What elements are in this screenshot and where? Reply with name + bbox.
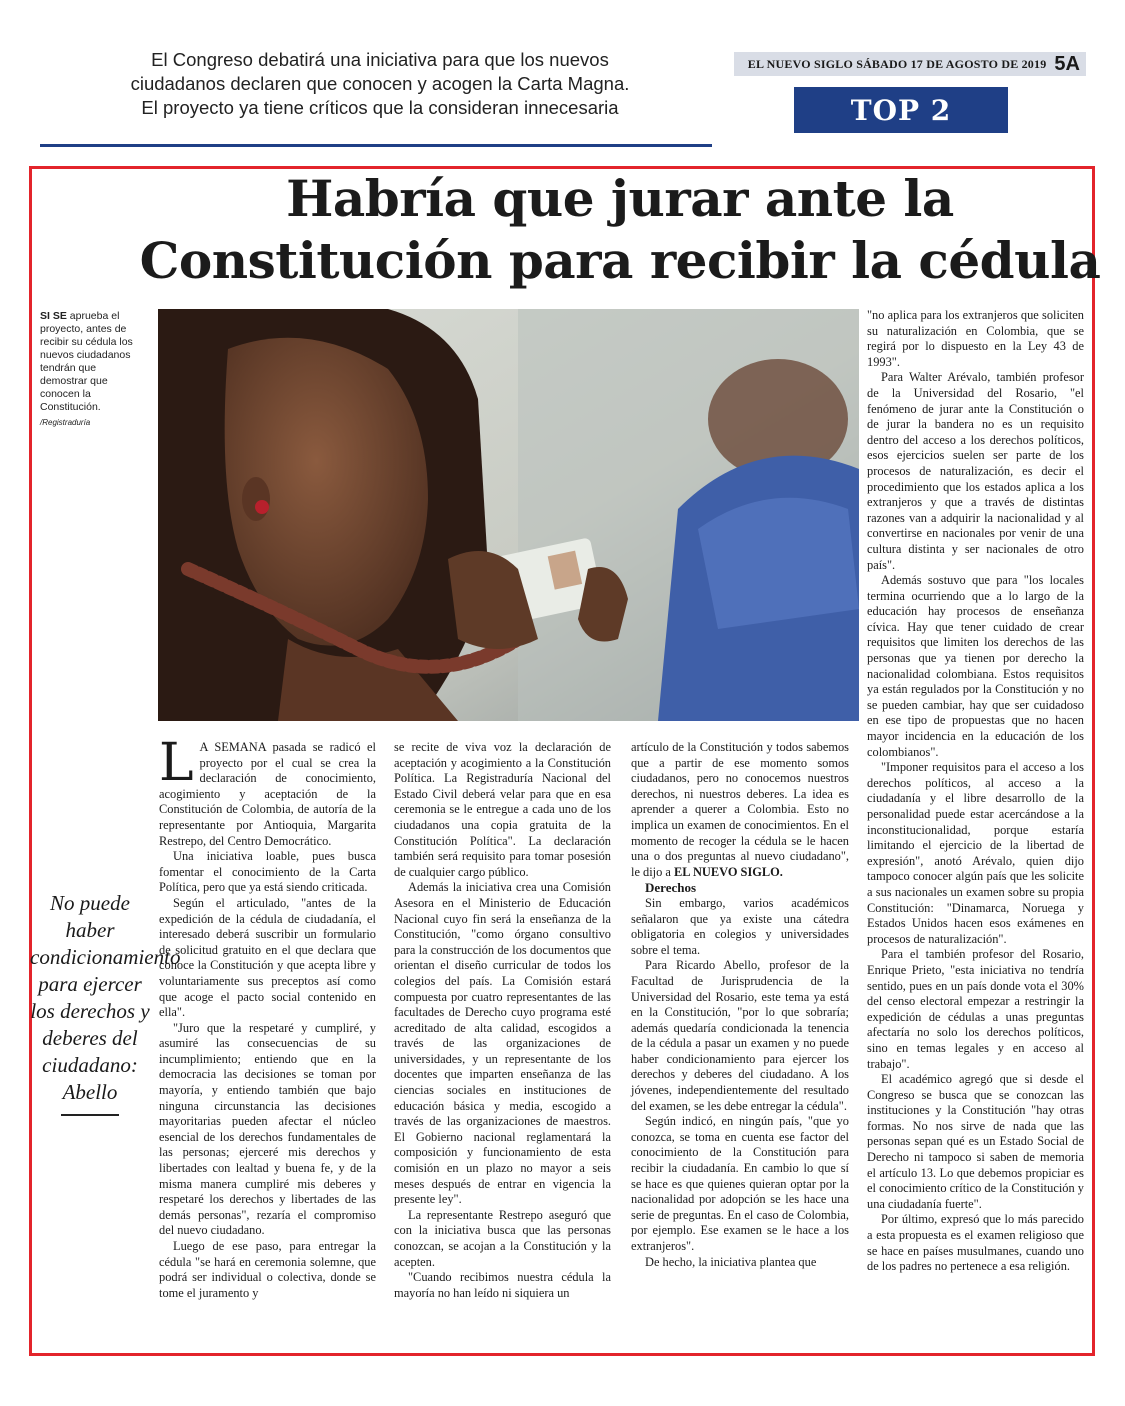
- page-number: 5A: [1054, 52, 1080, 75]
- paragraph: Para Walter Arévalo, también profesor de la Universidad del Rosario, "el fenómeno de jurar ante la Constitución o de jurar la bandera no es un requisito dentro del acceso a los derechos políticos, esos ejercicios suelen ser parte de los procesos de naturalización, es decir el procedimiento que los estados aplica a los extranjeros y que a través de distintas razones van a adquirir la nacionalidad y al convertirse en nacionales por venir de una cultura distinta y ser nacionales de otro país".: [867, 370, 1084, 572]
- pull-quote-text: No puede haber condicionamiento para ejercer los derechos y deberes del ciudadano: Abello: [30, 891, 181, 1104]
- paragraph: Según indicó, en ningún país, "que yo conozca, se toma en cuenta ese factor del conocimiento de la Constitución para recibir la ciudadanía. En cambio lo que sí se hace es que quienes quieran optar por la nacionalidad por adopción se les hace una serie de preguntas. En el caso de Colombia, por ejemplo. Ese examen se le hace a los extranjeros".: [631, 1114, 849, 1253]
- paragraph: Luego de ese paso, para entregar la cédula "se hará en ceremonia solemne, que podrá ser individual o colectiva, donde se tome el juramento y: [159, 1239, 376, 1300]
- photo-credit: /Registraduría: [40, 418, 91, 427]
- paragraph: Sin embargo, varios académicos señalaron que ya existe una cátedra obligatoria en colegios y universidades sobre el tema.: [631, 895, 849, 957]
- paragraph: De hecho, la iniciativa plantea que: [645, 1254, 817, 1269]
- paragraph: Por último, expresó que lo más parecido a esta propuesta es el examen religioso que se hace en países musulmanes, cuando uno de los padres no pertenece a esa religión.: [867, 1212, 1084, 1274]
- pull-quote-rule: [61, 1114, 119, 1116]
- paragraph: Para el también profesor del Rosario, Enrique Prieto, "esta iniciativa no tendría sentido, pues en un país donde vota el 30% del censo electoral empezar a restringir la expedición de cédulas a unas preguntas afectaría no solo los derechos políticos, sino en temas legales y en acceso al trabajo".: [867, 947, 1084, 1071]
- teaser-line-3: El proyecto ya tiene críticos que la consideran innecesaria: [141, 97, 619, 118]
- article-column-1: [159, 733, 376, 1301]
- masthead-date: EL NUEVO SIGLO SÁBADO 17 DE AGOSTO DE 2019: [747, 56, 1047, 71]
- headline: [120, 168, 1120, 292]
- paragraph: El académico agregó que si desde el Congreso se busca que se conozcan las instituciones y la Constitución "hay otras formas. No nos sirve de nada que las personas sepan qué es un Estado Social de Derecho ni tampoco si saben de memoria el artículo 13. Lo que debemos propiciar es el conocimiento crítico de la Constitución y una ciudadanía fuerte".: [867, 1072, 1084, 1211]
- teaser-summary: [60, 48, 700, 120]
- article-column-4: [867, 308, 1084, 1275]
- paragraph: Además sostuvo que para "los locales termina ocurriendo que a lo largo de la educación hay procesos de enseñanza cívica. Hay que tener cuidado de crear requisitos que limiten los derechos de las personas que ya tienen por derecho la nacionalidad colombiana. Estos requisitos ya están regulados por la Constitución y no se pueden cambiar, hay que ser cuidadoso en ese tipo de propuestas que no hacen mayor incidencia en la educación de los colombianos".: [867, 573, 1084, 759]
- teaser-line-1: El Congreso debatirá una iniciativa para que los nuevos: [151, 49, 609, 70]
- caption-text: aprueba el proyecto, antes de recibir su cédula los nuevos ciudadanos tendrán que demostrar que conocen la Constitución.: [40, 310, 133, 413]
- paragraph: Una iniciativa loable, pues busca fomentar el conocimiento de la Carta Política, pero que ya está siendo criticada.: [159, 849, 376, 895]
- article-column-3: [631, 740, 849, 1270]
- paragraph: Según el articulado, "antes de la expedición de la cédula de ciudadanía, el interesado deberá suscribir un formulario de solicitud gratuito en el que declara que conoce la Constitución y que acepta libre y voluntariamente sus preceptos así como que acoge el pacto social contenido en ella".: [159, 895, 376, 1020]
- paragraph: se recite de viva voz la declaración de aceptación y acogimiento a la Constitución Política. La Registraduría Nacional del Estado Civil deberá velar para que en esa ceremonia se le entregue a cada uno de los ciudadanos una copia gratuita de la Constitución Política". La declaración también será requisito para tomar posesión de cualquier cargo público.: [394, 740, 611, 879]
- paragraph: Para Ricardo Abello, profesor de la Facultad de Jurisprudencia de la Universidad del Rosario, este tema ya está en la Constitución, "por lo que sobraría; además quedaría condicionada la tenencia de la cédula a pasar un examen y no puede haber condicionamiento para ejercer los derechos y deberes del ciudadano. A los jóvenes, independientemente del resultado del examen, se les debe entregar la cédula".: [631, 958, 849, 1113]
- drop-cap: L: [159, 733, 194, 793]
- teaser-divider: [40, 144, 712, 147]
- paragraph-text: artículo de la Constitución y todos sabemos que a partir de ese momento somos ciudadanos, pero no conocemos nuestros derechos, ni nuestros deberes. La idea es aprender a querer a Colombia. Esto no implica un examen de conocimientos. En el momento de recoger la cédula se le hacen una o dos preguntas al nuevo ciudadano", le dijo a: [631, 740, 849, 879]
- paragraph: "Imponer requisitos para el acceso a los derechos políticos, al acceso a la ciudadanía y el libre desarrollo de la personalidad puede estar acercándose a la inconstitucionalidad, porque estaría limitando el ejercicio de la libertad de expresión", anotó Arévalo, quien dijo tampoco conocer algún país que les solicite a sus nacionales un examen sobre su propia Constitución: "Dinamarca, Noruega y Estados Unidos hacen esos exámenes en procesos de naturalización".: [867, 760, 1084, 946]
- article-column-2: [394, 740, 611, 1301]
- masthead-bar: [734, 52, 1086, 76]
- paragraph: Además la iniciativa crea una Comisión Asesora en el Ministerio de Educación Nacional cuyo fin será la enseñanza de la Constitución, "como órgano consultivo para la construcción de los documentos que orientan el diseño curricular de todos los colegios del país. La Comisión estará compuesta por cuatro representantes de las facultades de Derecho cuyo programa esté acreditado de alta calidad, escogidos a través de las organizaciones de universidades, y un representante de los docentes que imparten enseñanza de las ciencias sociales en instituciones de educación básica y media, escogido a través de las organizaciones de maestros. El Gobierno nacional reglamentará la composición y funcionamiento de esta comisión en un plazo no mayor a seis meses después de entrar en vigencia la presente ley".: [394, 880, 611, 1207]
- paragraph: La representante Restrepo aseguró que con la iniciativa busca que las personas conozcan, se acojan a la Constitución y la acepten.: [394, 1207, 611, 1269]
- photo-caption: [40, 310, 146, 429]
- paragraph: "no aplica para los extranjeros que soliciten su naturalización en Colombia, que se regirá por lo dispuesto en la Ley 43 de 1993".: [867, 308, 1084, 369]
- article-photo: [158, 309, 859, 721]
- headline-line-1: Habría que jurar ante la: [286, 169, 954, 228]
- newspaper-name: EL NUEVO SIGLO.: [674, 864, 783, 879]
- subheading: Derechos: [645, 880, 697, 896]
- paragraph: "Juro que la respetaré y cumpliré, y asumiré las consecuencias de su incumplimiento; entiendo que en la democracia las decisiones se toman por mayoría, y entiendo también que bajo ninguna circunstancia las decisiones mayoritarias pueden afectar el núcleo esencial de los derechos fundamentales de las personas; ejerceré mis derechos y libertades con lealtad y buena fe, y de la misma manera cumpliré mis deberes y respetaré los derechos y libertades de las demás personas", rezaría el compromiso del nuevo ciudadano.: [159, 1020, 376, 1238]
- section-label: TOP 2: [794, 87, 1008, 133]
- pull-quote: [30, 890, 181, 1116]
- paragraph: "Cuando recibimos nuestra cédula la mayoría no han leído ni siquiera un: [394, 1270, 611, 1300]
- paragraph: A SEMANA pasada se radicó el proyecto por el cual se crea la declaración de conocimiento, acogimiento y aceptación de la Constitución de Colombia, de autoría de la representante por Antioquia, Margarita Restrepo, del Centro Democrático.: [159, 740, 376, 848]
- teaser-line-2: ciudadanos declaren que conocen y acogen la Carta Magna.: [130, 73, 630, 94]
- paragraph: [631, 740, 849, 880]
- caption-lead: SI SE: [40, 310, 67, 322]
- headline-line-2: Constitución para recibir la cédula: [139, 231, 1101, 290]
